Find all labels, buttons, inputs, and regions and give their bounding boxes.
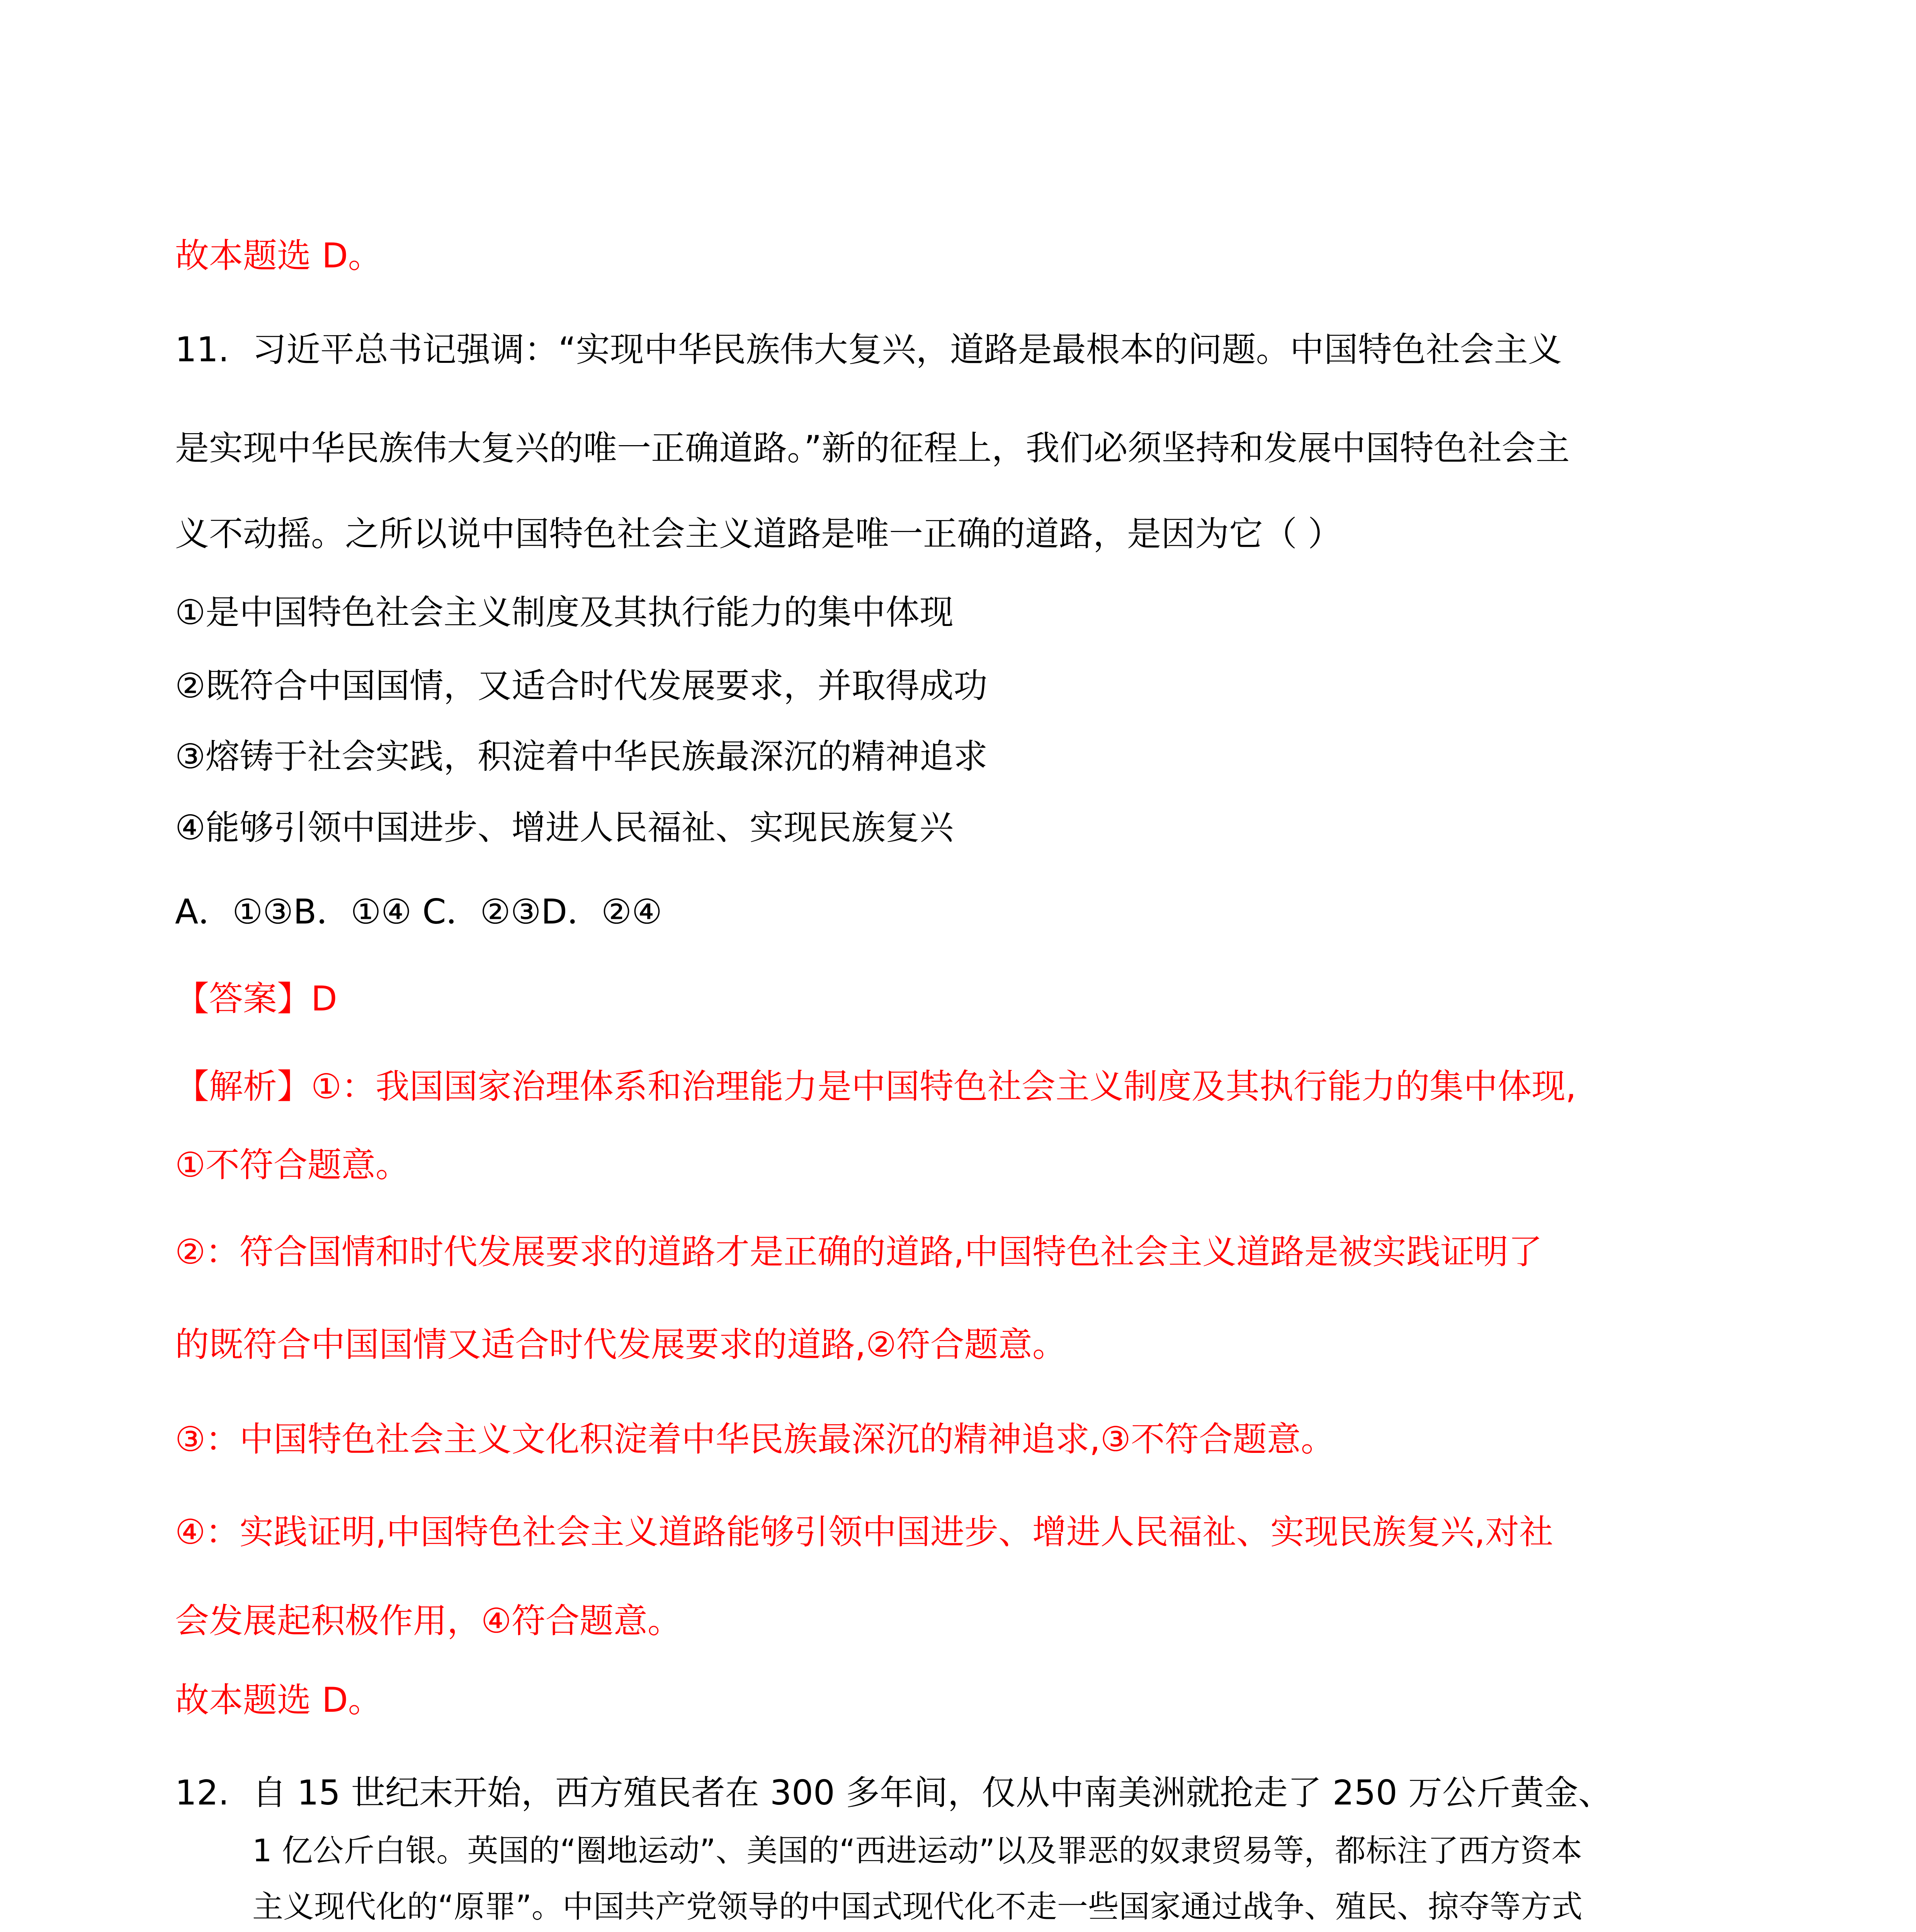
q11-choices: A．①③B．①④ C．②③D．②④	[175, 892, 662, 932]
q11-conclusion: 故本题选 D。	[175, 1680, 382, 1720]
q12-stem-text-1: 自 15 世纪末开始，西方殖民者在 300 多年间，仅从中南美洲就抢走了 250 万公斤黄金、	[252, 1773, 1612, 1813]
q12-stem-line-2: 1 亿公斤白银。英国的“圈地运动”、美国的“西进运动”以及罪恶的奴隶贸易等，都标注了西方资本	[252, 1833, 1583, 1869]
q12-stem-line-1	[175, 1770, 1612, 1816]
prev-conclusion: 故本题选 D。	[175, 236, 382, 276]
q11-stem-line-3: 义不动摇。之所以说中国特色社会主义道路是唯一正确的道路，是因为它（ ）	[175, 514, 1342, 554]
q11-option-2: ②既符合中国国情，又适合时代发展要求，并取得成功	[175, 666, 988, 706]
q11-analysis-line-6: ④：实践证明,中国特色社会主义道路能够引领中国进步、增进人民福祉、实现民族复兴,对社	[175, 1512, 1553, 1552]
q11-number: 11.	[175, 330, 229, 369]
q11-analysis-line-1: 【解析】①：我国国家治理体系和治理能力是中国特色社会主义制度及其执行能力的集中体现,	[175, 1066, 1576, 1106]
q11-stem-line-2: 是实现中华民族伟大复兴的唯一正确道路。”新的征程上，我们必须坚持和发展中国特色社会主	[175, 428, 1570, 468]
q12-number: 12.	[175, 1773, 229, 1813]
q11-stem-text-1: 习近平总书记强调：“实现中华民族伟大复兴，道路是最根本的问题。中国特色社会主义	[252, 330, 1562, 369]
q11-answer: 【答案】D	[175, 979, 337, 1019]
q11-option-4: ④能够引领中国进步、增进人民福祉、实现民族复兴	[175, 808, 954, 847]
q11-stem-line-1	[175, 327, 1562, 373]
q11-option-1: ①是中国特色社会主义制度及其执行能力的集中体现	[175, 592, 954, 632]
q12-stem-line-3: 主义现代化的“原罪”。中国共产党领导的中国式现代化不走一些国家通过战争、殖民、掠夺等方式	[252, 1889, 1583, 1925]
q11-analysis-line-3: ②：符合国情和时代发展要求的道路才是正确的道路,中国特色社会主义道路是被实践证明了	[175, 1232, 1542, 1272]
q11-analysis-line-2: ①不符合题意。	[175, 1145, 410, 1185]
q11-analysis-line-4: 的既符合中国国情又适合时代发展要求的道路,②符合题意。	[175, 1325, 1066, 1364]
q11-analysis-line-5: ③：中国特色社会主义文化积淀着中华民族最深沉的精神追求,③不符合题意。	[175, 1419, 1335, 1459]
q11-option-3: ③熔铸于社会实践，积淀着中华民族最深沉的精神追求	[175, 736, 988, 776]
q11-analysis-line-7: 会发展起积极作用，④符合题意。	[175, 1601, 682, 1641]
